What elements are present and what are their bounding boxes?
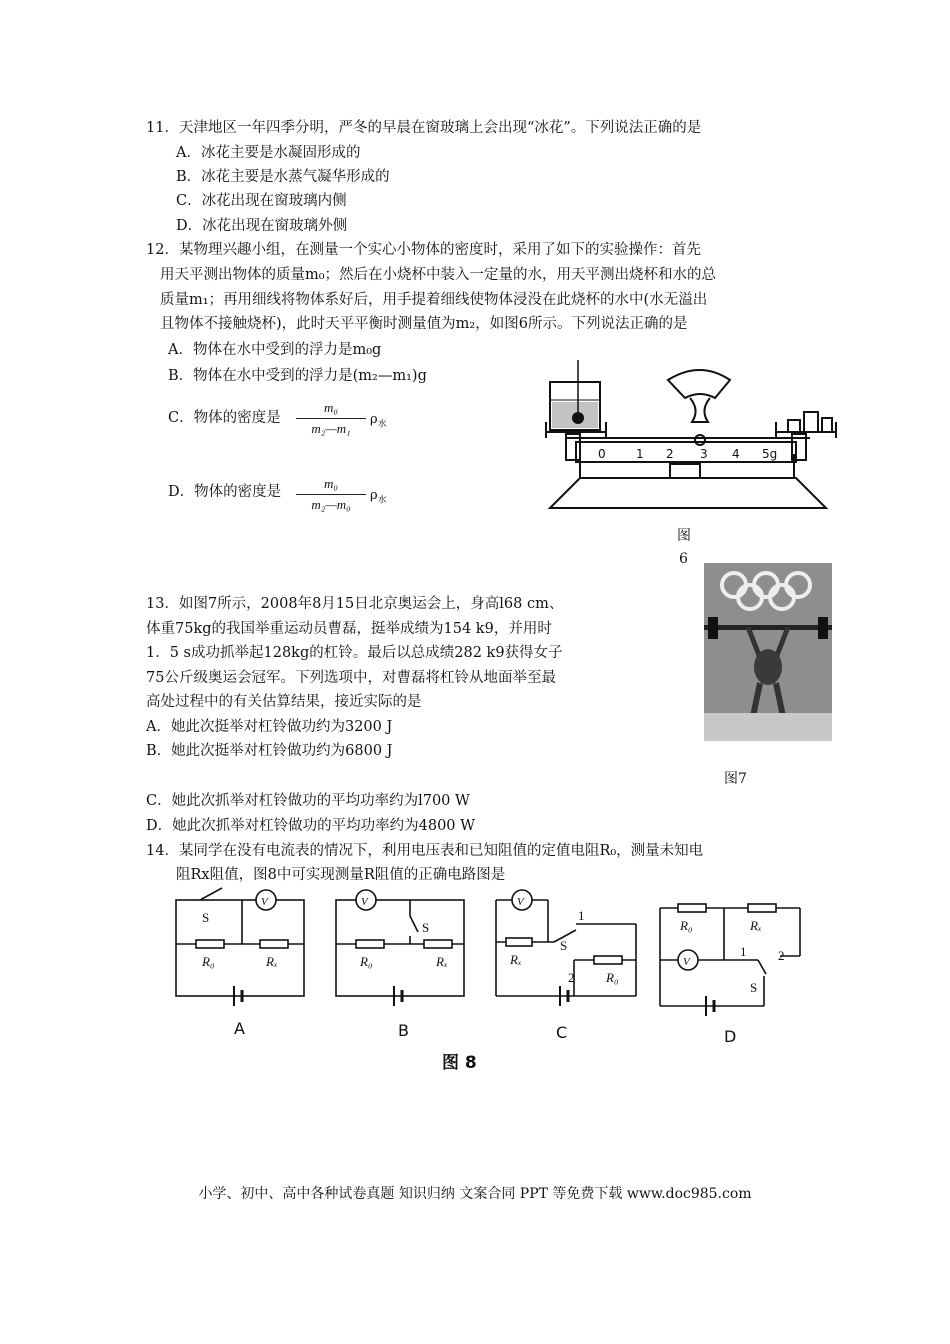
fraction-denominator: m₂—m₁	[311, 421, 351, 436]
scale-tick-4: 4	[732, 447, 740, 461]
q13-option-b: B．她此次挺举对杠铃做功约为6800 J	[146, 743, 393, 759]
circuit-b	[336, 890, 464, 1006]
label-1: 1	[740, 944, 747, 959]
label-2: 2	[778, 948, 785, 963]
scale-tick-3: 3	[700, 447, 708, 461]
scale-tick-5g: 5g	[762, 447, 778, 461]
page-footer: 小学、初中、高中各种试卷真题 知识归纳 文案合同 PPT 等免费下载 www.doc985.com	[198, 1186, 752, 1202]
balance-diagram	[540, 360, 840, 520]
label-r0: R₀	[202, 954, 215, 969]
q13-line-5: 高处过程中的有关估算结果，接近实际的是	[146, 694, 422, 710]
q13-option-d: D．她此次抓举对杠铃做功的平均功率约为4800 W	[146, 818, 476, 834]
label-s: S	[422, 920, 430, 935]
circuit-label-a: A	[234, 1019, 245, 1038]
circuit-label-b: B	[398, 1021, 409, 1040]
q13-line-2: 体重75kg的我国举重运动员曹磊，挺举成绩为154 k9，并用时	[146, 621, 552, 637]
figure-8-caption: 图 8	[442, 1053, 477, 1073]
label-s: S	[750, 980, 758, 995]
label-s: S	[560, 938, 568, 953]
q11-option-b: B．冰花主要是水蒸气凝华形成的	[176, 169, 390, 185]
scale-tick-1: 1	[636, 447, 644, 461]
q12-option-b: B．物体在水中受到的浮力是(m₂—m₁)g	[168, 368, 427, 384]
q12-line-1: 12．某物理兴趣小组，在测量一个实心小物体的密度时，采用了如下的实验操作：首先	[146, 242, 701, 258]
q13-option-c: C．她此次抓举对杠铃做功的平均功率约为l700 W	[146, 793, 470, 809]
fraction-denominator: m₂—m₀	[311, 497, 351, 512]
q14-line-2: 阻Rx阻值，图8中可实现测量R阻值的正确电路图是	[176, 867, 506, 883]
q11-stem: 11．天津地区一年四季分明，严冬的早晨在窗玻璃上会出现“冰花”。下列说法正确的是	[146, 120, 702, 136]
q13-line-3: 1．5 s成功抓举起128kg的杠铃。最后以总成绩282 k9获得女子	[146, 645, 563, 661]
figure-7-caption: 图7	[724, 771, 747, 787]
label-v: V	[261, 896, 268, 908]
beaker-water	[552, 402, 598, 428]
label-1: 1	[578, 908, 585, 923]
q13-line-1: 13．如图7所示，2008年8月15日北京奥运会上，身高l68 cm、	[146, 596, 564, 612]
label-v: V	[361, 896, 368, 908]
q14-line-1: 14．某同学在没有电流表的情况下，利用电压表和已知阻值的定值电阻R₀，测量未知电	[146, 843, 704, 859]
q12-line-3: 质量m₁；再用细线将物体系好后，用手提着细线使物体浸没在此烧杯的水中(水无溢出	[160, 292, 708, 308]
fraction-numerator: m₀	[296, 476, 366, 495]
circuit-diagrams	[170, 886, 820, 1046]
circuit-a	[176, 888, 304, 1006]
label-r0: R₀	[606, 970, 619, 985]
q12-option-d-fraction	[296, 476, 366, 513]
fraction-numerator: m₀	[296, 400, 366, 419]
weightlifter-photo	[704, 563, 832, 741]
label-2: 2	[568, 970, 575, 985]
label-rx: Rₓ	[510, 952, 522, 967]
q12-line-4: 且物体不接触烧杯)，此时天平平衡时测量值为m₂，如图6所示。下列说法正确的是	[160, 316, 688, 332]
circuit-label-c: C	[556, 1023, 568, 1042]
q12-line-2: 用天平测出物体的质量m₀；然后在小烧杯中装入一定量的水，用天平测出烧杯和水的总	[160, 267, 717, 283]
figure-6-caption-1: 图	[677, 528, 691, 544]
q13-option-a: A．她此次挺举对杠铃做功约为3200 J	[146, 719, 393, 735]
q11-option-d: D．冰花出现在窗玻璃外侧	[176, 218, 348, 234]
q13-line-4: 75公斤级奥运会冠军。下列选项中，对曹磊将杠铃从地面举至最	[146, 670, 556, 686]
rho-symbol: $\rho_水$	[370, 488, 387, 506]
q12-option-c-fraction	[296, 400, 366, 437]
q11-option-c: C．冰花出现在窗玻璃内侧	[176, 193, 347, 209]
scale-tick-2: 2	[666, 447, 674, 461]
circuit-label-d: D	[724, 1027, 737, 1046]
rho-symbol: $\rho_水$	[370, 412, 387, 430]
label-r0: R₀	[680, 918, 693, 933]
label-rx: Rₓ	[750, 918, 762, 933]
figure-6-caption-2: 6	[679, 551, 688, 567]
label-s: S	[202, 910, 210, 925]
q12-option-d: D．物体的密度是	[168, 484, 282, 500]
label-r0: R₀	[360, 954, 373, 969]
label-rx: Rₓ	[436, 954, 448, 969]
q12-option-c: C．物体的密度是	[168, 410, 281, 426]
scale-tick-0: 0	[598, 447, 606, 461]
label-rx: Rₓ	[266, 954, 278, 969]
label-v: V	[517, 896, 524, 908]
label-v: V	[683, 956, 690, 968]
q12-option-a: A．物体在水中受到的浮力是m₀g	[168, 342, 382, 358]
q11-option-a: A．冰花主要是水凝固形成的	[176, 145, 361, 161]
